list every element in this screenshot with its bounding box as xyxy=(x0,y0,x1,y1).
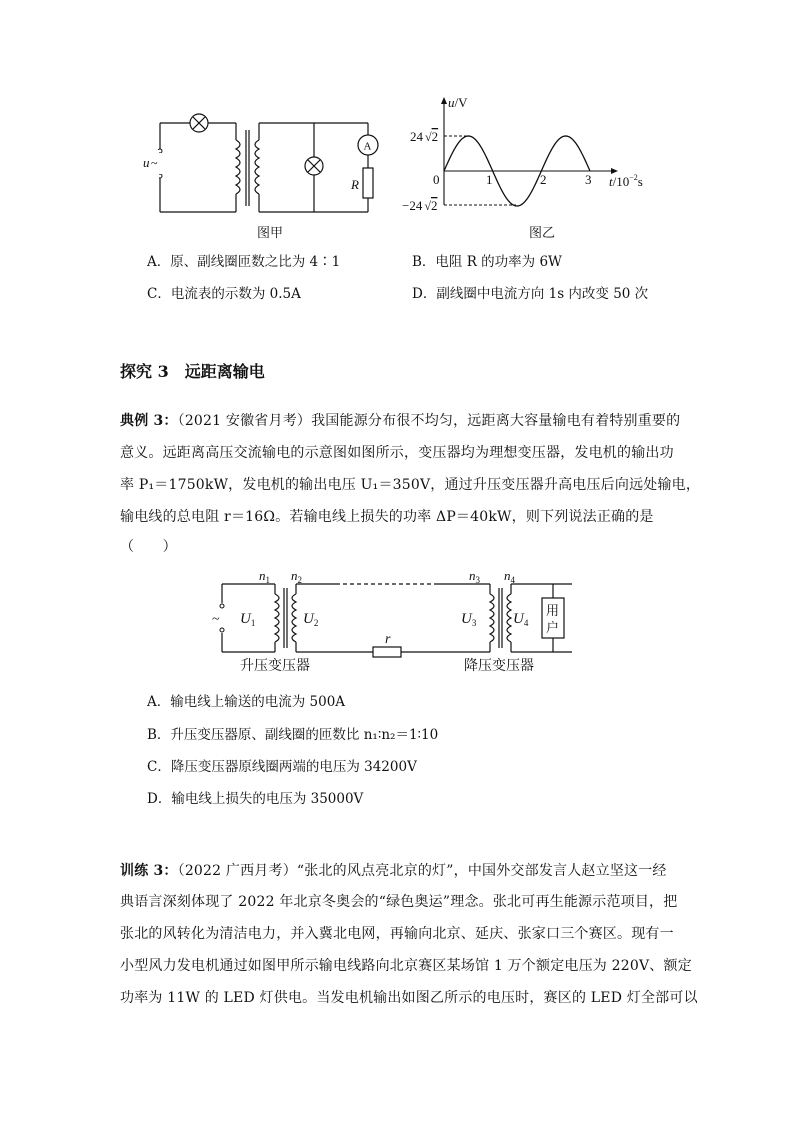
step-up-transformer-label: 升压变压器 xyxy=(240,659,310,674)
svg-text:t/10−2s xyxy=(609,173,643,189)
graph-xlabel-unit: /10 xyxy=(612,174,630,189)
ymax-label: 24 xyxy=(410,129,423,144)
ex3-option-d: D．输电线上损失的电压为 35000V xyxy=(147,791,364,807)
example3-line-3: 率 P₁＝1750kW，发电机的输出电压 U₁＝350V，通过升压变压器升高电压后向远处输电， xyxy=(120,477,701,493)
section-heading: 探究 3 远距离输电 xyxy=(120,362,265,381)
n4-label: n xyxy=(504,568,511,583)
line-resistance-r xyxy=(373,647,401,657)
ex3-option-a: A．输电线上输送的电流为 500A xyxy=(147,694,346,710)
n2-label: n xyxy=(291,568,298,583)
step-up-secondary-coil xyxy=(292,594,296,642)
n3-label: n xyxy=(469,568,476,583)
ymin-sqrt: 2 xyxy=(430,198,438,213)
U3-sub: 3 xyxy=(471,618,477,628)
ex3-option-c: C．降压变压器原线圈两端的电压为 34200V xyxy=(147,759,417,775)
resistor-r xyxy=(363,168,373,198)
U3-label: U xyxy=(461,611,472,627)
example3-text-1: （2021 安徽省月考）我国能源分布很不均匀，远距离大容量输电有着特别重要的 xyxy=(177,413,681,429)
user-label-top: 用 xyxy=(546,603,560,618)
generator-terminal-top xyxy=(220,604,224,608)
ex3-option-b: B．升压变压器原、副线圈的匝数比 n₁∶n₂＝1∶10 xyxy=(147,727,439,743)
step-down-primary-coil xyxy=(490,594,494,642)
generator-terminal-bottom xyxy=(220,628,224,632)
U1-sub: 1 xyxy=(250,618,256,628)
q2-option-a: A．原、副线圈匝数之比为 4∶1 xyxy=(147,254,341,270)
U2-label: U xyxy=(303,611,314,627)
n1-label: n xyxy=(259,568,266,583)
svg-text:n4 xyxy=(504,568,516,585)
svg-text:n3 xyxy=(469,568,481,585)
secondary-coil xyxy=(255,140,259,194)
training3-line-4: 小型风力发电机通过如图甲所示输电线路向北京赛区某场馆 1 万个额定电压为 220V、额定 xyxy=(120,958,692,974)
n3-sub: 3 xyxy=(475,575,480,585)
primary-coil xyxy=(236,140,240,194)
example3-line-1 xyxy=(120,410,680,430)
x-tick-3: 3 xyxy=(585,172,592,187)
circuit-diagram-jia xyxy=(160,114,378,212)
svg-text:n1 xyxy=(259,568,270,585)
svg-text:n2 xyxy=(291,568,302,585)
U1-label: U xyxy=(240,611,251,627)
figure-1-circuit-and-graph xyxy=(0,0,794,250)
resistor-label: R xyxy=(351,177,359,192)
q2-option-c: C．电流表的示数为 0.5A xyxy=(147,286,301,302)
source-tilde: ~ xyxy=(151,156,158,170)
training3-line-2: 典语言深刻体现了 2022 年北京冬奥会的“绿色奥运”理念。张北可再生能源示范项目，把 xyxy=(120,894,678,910)
step-up-primary-coil xyxy=(275,594,279,642)
voltage-graph-yi xyxy=(441,97,618,206)
source-u-label: u xyxy=(143,155,150,170)
graph-xlabel-s: s xyxy=(637,174,643,189)
svg-text:U4 xyxy=(513,611,529,628)
x-tick-2: 2 xyxy=(540,172,547,187)
figure-2-transmission-diagram xyxy=(0,560,794,685)
U4-sub: 4 xyxy=(523,618,529,628)
svg-text:u/V xyxy=(448,95,468,110)
svg-text:U1 xyxy=(240,611,255,628)
n1-sub: 1 xyxy=(265,575,270,585)
graph-ylabel-u: u xyxy=(448,95,455,110)
example3-line-4: 输电线的总电阻 r＝16Ω。若输电线上损失的功率 ΔP＝40kW，则下列说法正确的是 xyxy=(120,509,654,525)
ymin-label: −24 xyxy=(402,198,423,213)
example3-line-2: 意义。远距离高压交流输电的示意图如图所示，变压器均为理想变压器，发电机的输出功 xyxy=(120,445,674,461)
r-label: r xyxy=(385,632,391,647)
svg-text:U3 xyxy=(461,611,477,628)
example3-label: 典例 3： xyxy=(120,413,178,429)
q2-option-d: D．副线圈中电流方向 1s 内改变 50 次 xyxy=(412,286,649,302)
x-tick-1: 1 xyxy=(486,172,493,187)
n4-sub: 4 xyxy=(510,575,515,585)
ymax-sqrt: 2 xyxy=(431,129,439,144)
ammeter-label: A xyxy=(363,140,372,153)
svg-text:24√2: 24 √2 xyxy=(410,129,439,144)
graph-origin: 0 xyxy=(433,172,440,187)
user-label-bottom: 户 xyxy=(546,620,560,635)
generator-tilde: ~ xyxy=(212,612,220,627)
graph-xlabel-exp: −2 xyxy=(629,173,638,182)
training3-line-5: 功率为 11W 的 LED 灯供电。当发电机输出如图乙所示的电压时，赛区的 LED 灯全部可以 xyxy=(120,990,698,1006)
training3-label: 训练 3： xyxy=(120,863,178,879)
graph-ylabel-unit: /V xyxy=(454,95,468,110)
step-down-secondary-coil xyxy=(507,594,511,642)
example3-answer-bracket: （ ） xyxy=(120,539,177,555)
training3-line-1 xyxy=(120,860,667,880)
caption-yi: 图乙 xyxy=(529,225,556,240)
n2-sub: 2 xyxy=(297,575,302,585)
training3-line-3: 张北的风转化为清洁电力，并入冀北电网，再输向北京、延庆、张家口三个赛区。现有一 xyxy=(120,926,674,942)
U4-label: U xyxy=(513,611,524,627)
U2-sub: 2 xyxy=(313,618,319,628)
caption-jia: 图甲 xyxy=(257,225,284,240)
graph-xlabel-t: t xyxy=(609,174,613,189)
step-down-transformer-label: 降压变压器 xyxy=(464,659,534,674)
q2-option-b: B．电阻 R 的功率为 6W xyxy=(412,254,562,270)
svg-text:U2 xyxy=(303,611,318,628)
training3-text-1: （2022 广西月考）“张北的风点亮北京的灯”，中国外交部发言人赵立坚这一经 xyxy=(177,863,667,879)
svg-text:−24√2: −24 √2 xyxy=(402,198,438,213)
